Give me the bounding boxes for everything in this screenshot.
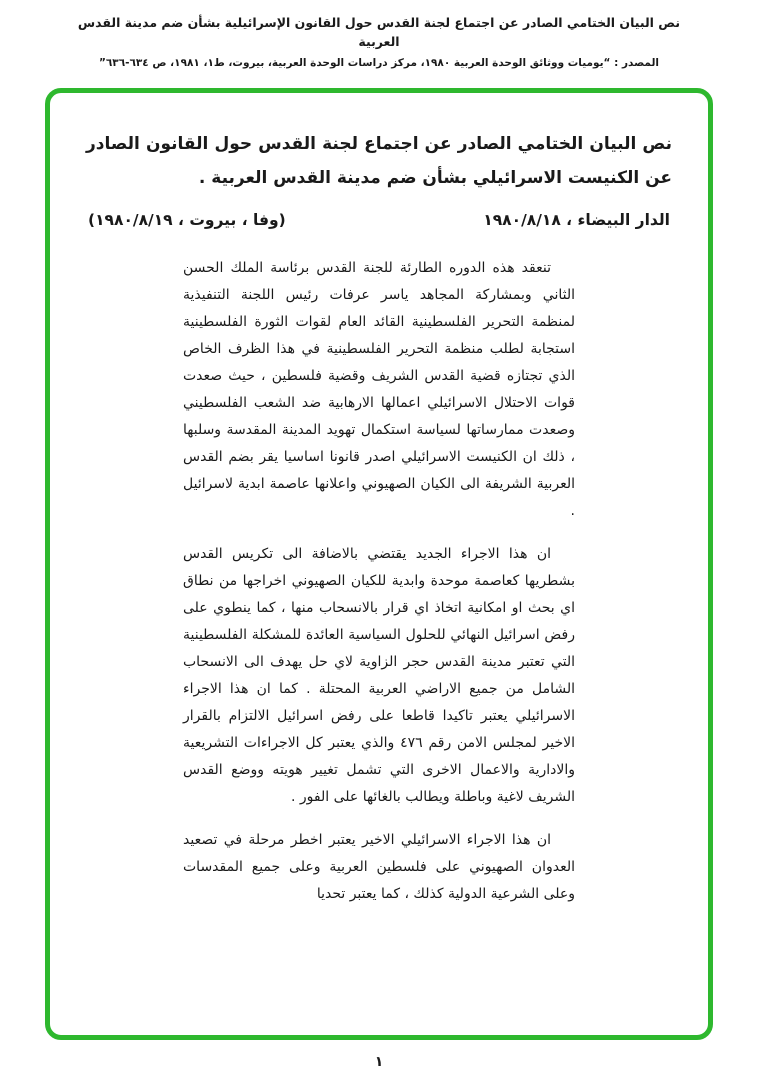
- dateline-place-date: الدار البيضاء ، ١٩٨٠/٨/١٨: [483, 211, 670, 229]
- dateline-agency: (وفا ، بيروت ، ١٩٨٠/٨/١٩): [88, 211, 286, 229]
- statement-title: نص البيان الختامي الصادر عن اجتماع لجنة القدس حول القانون الصادر عن الكنيست الاسرائيلي بشأن ضم مدينة القدس العربية .: [86, 134, 672, 188]
- body-paragraph: ان هذا الاجراء الاسرائيلي الاخير يعتبر اخطر مرحلة في تصعيد العدوان الصهيوني على فلسطين العربية وعلى جميع المقدسات وعلى الشرعية الدولية كذلك ، كما يعتبر تحديا: [183, 832, 575, 902]
- dateline: [82, 211, 676, 229]
- header-title: نص البيان الختامي الصادر عن اجتماع لجنة القدس حول القانون الإسرائيلية بشأن ضم مدينة القدس العربية: [77, 15, 681, 50]
- header-source-citation: المصدر : “يوميات ووثائق الوحدة العربية ١٩٨٠، مركز دراسات الوحدة العربية، بيروت، ط١، ١٩٨١، ص ٦٣٤-٦٣٦”: [98, 56, 660, 69]
- page-number: ١: [374, 1054, 384, 1070]
- body-paragraph: تنعقد هذه الدوره الطارئة للجنة القدس برئاسة الملك الحسن الثاني وبمشاركة المجاهد ياسر عرفات رئيس اللجنة التنفيذية لمنظمة التحرير الفلسطينية القائد العام لقوات الثورة الفلسطينية استجابة لطلب منظمة التحرير الفلسطينية في هذا الظرف الخاص الذي تجتازه قضية القدس الشريف وقضية فلسطين ، حيث صعدت قوات الاحتلال الاسرائيلي اعمالها الارهابية ضد الشعب الفلسطيني وصعدت ممارساتها لسياسة استكمال تهويد المدينة المقدسة وسلبها ، ذلك ان الكنيست الاسرائيلي اصدر قانونا اساسيا يقر بضم القدس العربية الشريفة الى الكيان الصهيوني واعلانها عاصمة ابدية لاسرائيل .: [183, 260, 575, 519]
- document-header: [0, 0, 758, 69]
- statement-body: [183, 255, 575, 908]
- body-paragraph: ان هذا الاجراء الجديد يقتضي بالاضافة الى تكريس القدس بشطريها كعاصمة موحدة وابدية للكيان الصهيوني اخراجها من نطاق اي بحث او امكانية اتخاذ اي قرار بالانسحاب منها ، كما ينطوي على رفض اسرائيل النهائي للحلول السياسية العائدة للمشكلة الفلسطينية التي تعتبر مدينة القدس حجر الزاوية لاي حل يهدف الى الانسحاب الشامل من جميع الاراضي العربية المحتلة . كما ان هذا الاجراء الاسرائيلي يعتبر تاكيدا قاطعا على رفض اسرائيل الالتزام بالقرار الاخير لمجلس الامن رقم ٤٧٦ والذي يعتبر كل الاجراءات التشريعية والادارية والاعمال الاخرى التي تشمل تغيير هويته ووضع القدس الشريف لاغية وباطلة ويطالب بالغائها على الفور .: [183, 546, 575, 805]
- green-document-frame: [45, 88, 713, 1040]
